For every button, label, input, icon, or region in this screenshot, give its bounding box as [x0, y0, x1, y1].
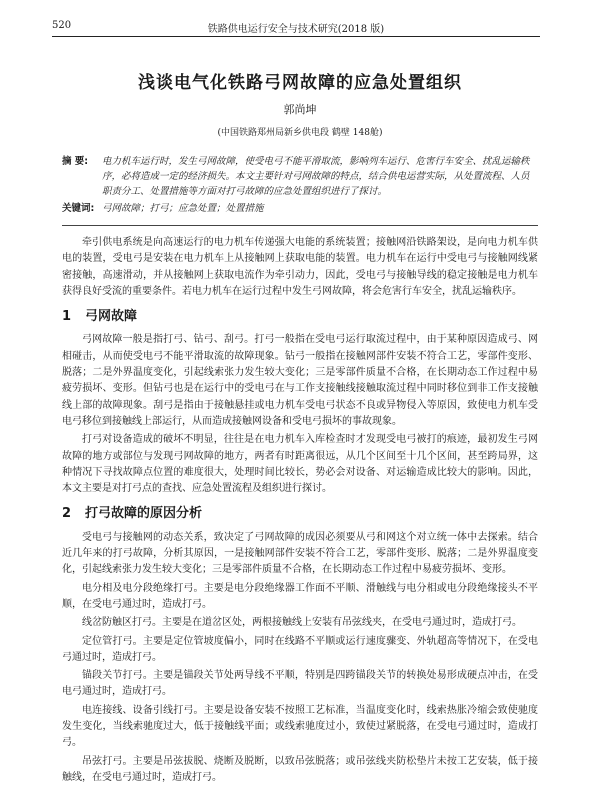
section-heading-1	[62, 309, 538, 325]
abstract-divider	[62, 225, 538, 226]
journal-title: 铁路供电运行安全与技术研究(2018 版)	[207, 24, 385, 35]
section-heading-2	[62, 506, 538, 522]
author: 郭尚坤	[283, 103, 317, 116]
intro-paragraph: 牵引供电系统是向高速运行的电力机车传递强大电能的系统装置；接触网沿铁路架设，是向电力机车供电的装置，受电弓是安装在电力机车上从接触网上获取电能的装置。电力机车在运行中受电弓与接触网线紧密接触，高速滑动，并从接触网上获取电流作为牵引动力，因此，受电弓与接触导线的稳定接触是电力机车获得良好受流的重要条件。若电力机车在运行过程中发生弓网故障，将会危害行车安全，扰乱运输秩序。	[62, 237, 538, 297]
abstract-block	[62, 154, 538, 216]
paragraph: 打弓对设备造成的破坏不明显，往往是在电力机车入库检查时才发现受电弓被打的痕迹，最初发生弓网故障的地方或部位与发现弓网故障的地方，两者有时距离很远，从几个区间至十几个区间，甚至跨局界，这种情况下寻找故障点位置的难度很大，处理时间比较长，势必会对设备、对运输造成比较大的影响。因此，本文主要是对打弓点的查找、应急处置流程及组织进行探讨。	[62, 434, 538, 495]
affiliation: (中国铁路郑州局新乡供电段 鹤壁 148舱)	[217, 128, 383, 138]
section-number: 2	[62, 506, 72, 522]
section-title: 打弓故障的原因分析	[85, 506, 203, 522]
header-rule	[52, 36, 540, 37]
keywords-text: 弓网故障；打弓；应急处置；处置措施	[102, 203, 264, 214]
section-number: 1	[62, 309, 72, 325]
body-text	[62, 235, 538, 788]
paper-title: 浅谈电气化铁路弓网故障的应急处置组织	[138, 73, 462, 93]
paragraph: 弓网故障一般是指打弓、钻弓、刮弓。打弓一般指在受电弓运行取流过程中，由于某种原因造成弓、网相碰击，从而使受电弓不能平滑取流的故障现象。钻弓一般指在接触网部件安装不符合工艺，零部件变形、脱落；二是外界温度变化，引起线索张力发生较大变化；三是零部件质量不合格，在长期动态工作过程中易疲劳损坏、变形。但钻弓也是在运行中的受电弓在与工作支接触线接触取流过程中同时移位到非工作支接触线上部的故障现象。刮弓是指由于接触悬挂或电力机车受电弓状态不良或异物侵入等原因，致使电力机车受电弓移位到接触线上部运行，从而造成接触网设备和受电弓损坏的事故现象。	[62, 334, 538, 427]
paragraph: 电连接线、设备引线打弓。主要是设备安装不按照工艺标准，当温度变化时，线索热胀冷缩会致使驰度发生变化，当线索驰度过大，低于接触线平面；或线索驰度过小，致使过紧脱落，在受电弓通过时，造成打弓。	[62, 704, 538, 749]
paragraph: 定位管打弓。主要是定位管坡度偏小，同时在线路不平顺或运行速度骤变、外轨超高等情况下，在受电弓通过时，造成打弓。	[62, 635, 538, 663]
paragraph: 电分相及电分段绝缘打弓。主要是电分段绝缘器工作面不平顺、滑触线与电分相或电分段绝缘接头不平顺，在受电弓通过时，造成打弓。	[62, 582, 538, 610]
running-header	[52, 16, 540, 38]
paragraph: 吊弦打弓。主要是吊弦拔脱、烧断及脱断，以致吊弦脱落；或吊弦线夹防松垫片未按工艺安装，低于接触线，在受电弓通过时，造成打弓。	[62, 755, 538, 783]
abstract-label: 摘 要:	[62, 156, 89, 167]
section-title: 弓网故障	[85, 309, 138, 325]
paragraph: 受电弓与接触网的动态关系，致决定了弓网故障的成因必须要从弓和网这个对立统一体中去探索。结合近几年来的打弓故障，分析其原因，一是接触网部件安装不符合工艺，零部件变形、脱落；二是外界温度变化，引起线索张力发生较大变化；三是零部件质量不合格，在长期动态工作过程中易疲劳损坏、变形。	[62, 531, 538, 576]
page-number: 520	[52, 20, 72, 31]
paragraph: 线岔防触区打弓。主要是在道岔区处，两根接触线上安装有吊弦线夹，在受电弓通过时，造成打弓。	[82, 617, 522, 629]
abstract-text: 电力机车运行时，发生弓网故障，使受电弓不能平滑取流，影响列车运行、危害行车安全、扰乱运输秩序，必将造成一定的经济损失。本文主要针对弓网故障的特点，结合供电运营实际，从处置流程、人员职责分工、处置措施等方面对打弓故障的应急处置组织进行了探讨。	[102, 156, 530, 197]
keywords-label: 关键词:	[62, 203, 95, 214]
paragraph: 锚段关节打弓。主要是锚段关节处两导线不平顺，特别是四跨锚段关节的转换处易形成硬点冲击，在受电弓通过时，造成打弓。	[62, 670, 538, 698]
